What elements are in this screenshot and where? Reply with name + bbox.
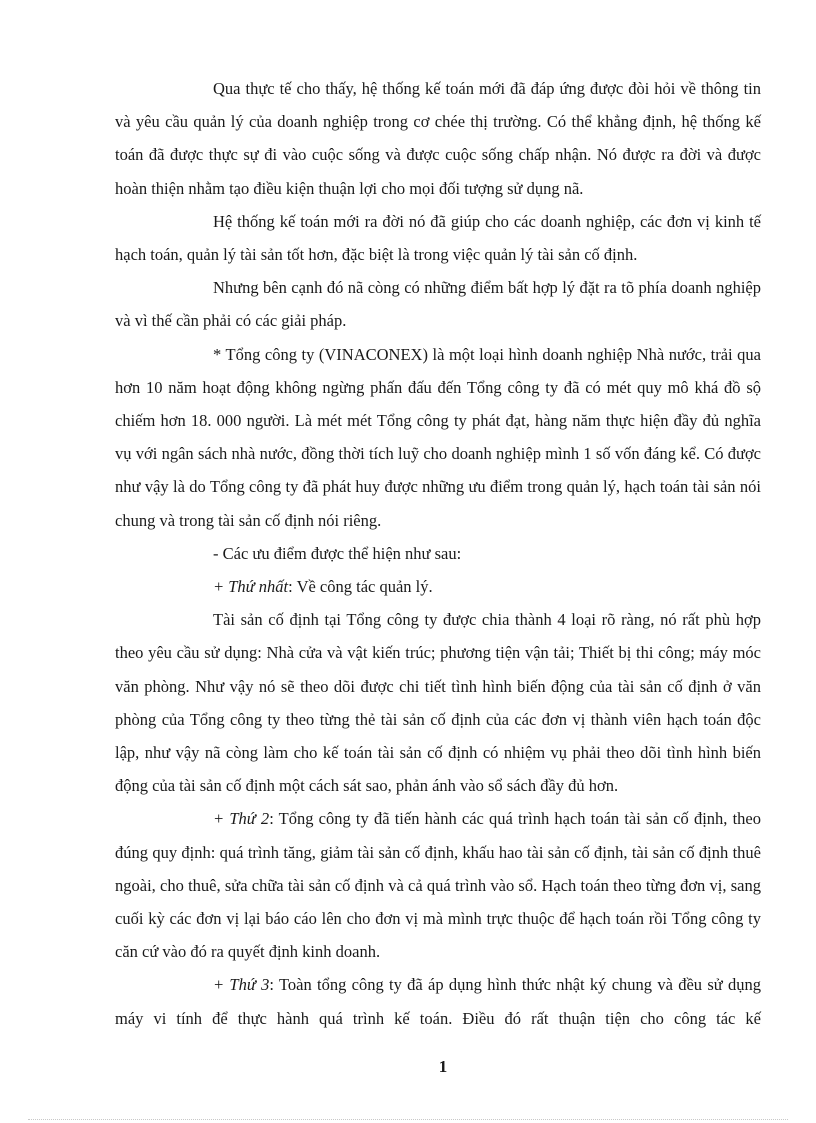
paragraph-6 — [115, 570, 761, 603]
paragraph-8-lead: + Thứ 2 — [213, 809, 270, 829]
paragraph-8 — [115, 802, 761, 968]
paragraph-2 — [115, 205, 761, 271]
paragraph-6-text: : Về công tác quản lý. — [288, 577, 433, 597]
paragraph-1-text: Qua thực tế cho thấy, hệ thống kế toán mới đã đáp ứng được đòi hỏi về thông tin và yêu cầu quản lý của doanh nghiệp trong cơ chée thị trường. Có thể khẳng định, hệ thống kế toán đã được thực sự đi vào cuộc sống và được cuộc sống chấp nhận. Nó được ra đời và được hoàn thiện nhằm tạo điều kiện thuận lợi cho mọi đối tượng sử dụng nã. — [115, 79, 761, 198]
paragraph-2-text: Hệ thống kế toán mới ra đời nó đã giúp cho các doanh nghiệp, các đơn vị kinh tế hạch toán, quản lý tài sản tốt hơn, đặc biệt là trong việc quản lý tài sản cố định. — [115, 211, 761, 265]
paragraph-6-lead: + Thứ nhất — [213, 577, 289, 597]
page-bottom-edge — [28, 1119, 788, 1120]
paragraph-9-text: : Toàn tổng công ty đã áp dụng hình thức nhật ký chung và đều sử dụng máy vi tính để thực hành quá trình kế toán. Điều đó rất thuận tiện cho công tác kế — [115, 975, 761, 1028]
document-body — [115, 72, 761, 1035]
paragraph-9-lead: + Thứ 3 — [213, 975, 270, 995]
paragraph-3 — [115, 271, 761, 337]
paragraph-3-text: Nhưng bên cạnh đó nã còng có những điểm bất hợp lý đặt ra tõ phía doanh nghiệp và vì thế cần phải có các giải pháp. — [115, 278, 761, 331]
paragraph-7 — [115, 603, 761, 802]
paragraph-5-text: - Các ưu điểm được thể hiện như sau: — [213, 543, 462, 563]
paragraph-4 — [115, 338, 761, 537]
paragraph-4-text: * Tổng công ty (VINACONEX) là một loại hình doanh nghiệp Nhà nước, trải qua hơn 10 năm hoạt động không ngừng phấn đấu đến Tổng công ty đã có mét quy mô khá đồ sộ chiếm hơn 18. 000 người. Là mét mét Tổng công ty phát đạt, hàng năm thực hiện đầy đủ nghĩa vụ với ngân sách nhà nước, đồng thời tích luỹ cho doanh nghiệp mình 1 số vốn đáng kể. Có được như vậy là do Tổng công ty đã phát huy được những ưu điểm trong quản lý, hạch toán tài sản nói chung và trong tài sản cố định nói riêng. — [115, 344, 761, 530]
paragraph-1 — [115, 72, 761, 205]
paragraph-9 — [115, 968, 761, 1034]
paragraph-7-text: Tài sản cố định tại Tổng công ty được chia thành 4 loại rõ ràng, nó rất phù hợp theo yêu cầu sử dụng: Nhà cửa và vật kiến trúc; phương tiện vận tải; Thiết bị thi công; máy móc văn phòng. Như vậy nó sẽ theo dõi được chi tiết tình hình biến động của tài sản cố định ở văn phòng của Tổng công ty theo từng thẻ tài sản cố định của các đơn vị thành viên hạch toán độc lập, như vậy nã còng làm cho kế toán tài sản cố định có nhiệm vụ phải theo dõi tình hình biến động của tài sản cố định một cách sát sao, phản ánh vào sổ sách đầy đủ hơn. — [115, 610, 761, 796]
page-number: 1 — [438, 1057, 448, 1076]
paragraph-8-text: : Tổng công ty đã tiến hành các quá trình hạch toán tài sản cố định, theo đúng quy định: quá trình tăng, giảm tài sản cố định, khấu hao tài sản cố định, tài sản cố định thuê ngoài, cho thuê, sửa chữa tài sản cố định và cả quá trình vào sổ. Hạch toán theo từng đơn vị, sang cuối kỳ các đơn vị lại báo cáo lên cho đơn vị mà mình trực thuộc để hạch toán rồi Tổng công ty căn cứ vào đó ra quyết định kinh doanh. — [115, 809, 761, 962]
paragraph-5 — [115, 537, 761, 570]
